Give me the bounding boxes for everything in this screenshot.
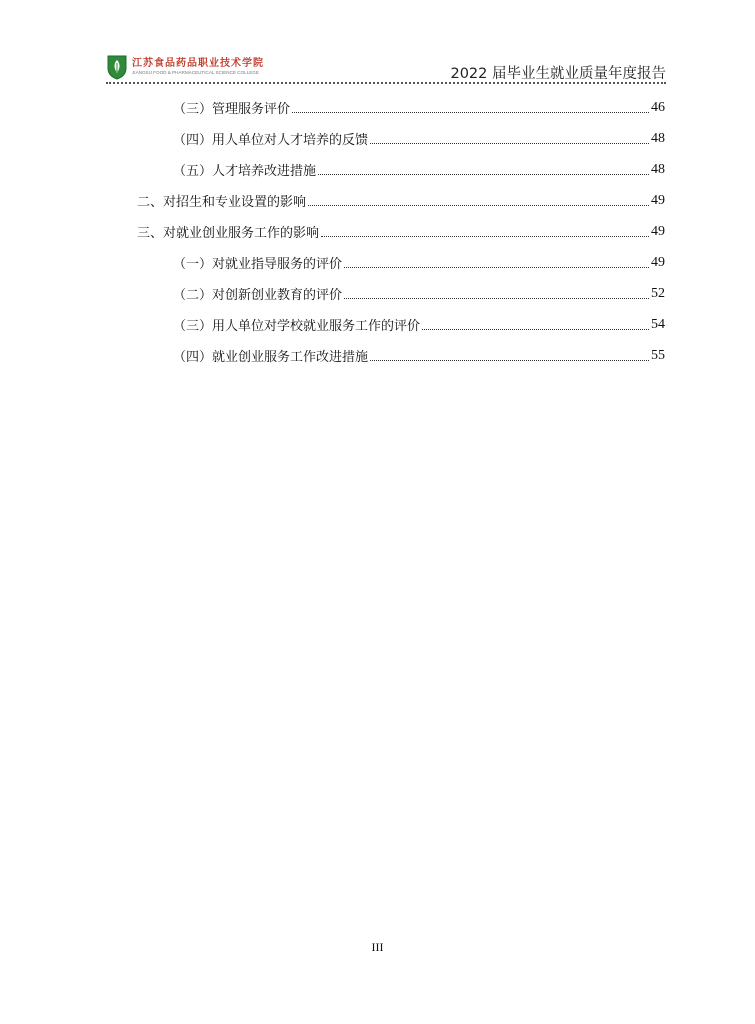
- toc-entry-page: 54: [651, 316, 665, 332]
- toc-leader-dots: [370, 359, 649, 361]
- toc-entry[interactable]: [137, 216, 665, 247]
- toc-entry[interactable]: [137, 340, 665, 371]
- toc-leader-dots: [422, 328, 649, 330]
- toc-leader-dots: [344, 297, 649, 299]
- toc-entry-page: 55: [651, 347, 665, 363]
- toc-entry-label: （一）对就业指导服务的评价: [173, 257, 343, 272]
- toc-entry-page: 49: [651, 223, 665, 239]
- toc-entry[interactable]: [137, 278, 665, 309]
- toc-entry-page: 46: [651, 99, 665, 115]
- toc-entry-label: （五）人才培养改进措施: [173, 164, 317, 179]
- toc-entry-label: 二、对招生和专业设置的影响: [137, 195, 307, 210]
- page-header: [106, 54, 666, 84]
- toc-leader-dots: [344, 266, 649, 268]
- toc-entry-page: 49: [651, 254, 665, 270]
- toc-leader-dots: [321, 235, 649, 237]
- logo-chinese-name: 江苏食品药品职业技术学院: [132, 58, 264, 69]
- toc-entry-page: 48: [651, 130, 665, 146]
- header-divider: [106, 82, 666, 84]
- toc-leader-dots: [308, 204, 649, 206]
- report-title: 2022 届毕业生就业质量年度报告: [450, 66, 666, 82]
- toc-leader-dots: [318, 173, 649, 175]
- toc-entry-label: 三、对就业创业服务工作的影响: [137, 226, 320, 241]
- page-number: III: [371, 940, 384, 954]
- toc-entry-page: 52: [651, 285, 665, 301]
- toc-entry-label: （四）用人单位对人才培养的反馈: [173, 133, 369, 148]
- toc-entry-page: 48: [651, 161, 665, 177]
- toc-entry[interactable]: [137, 92, 665, 123]
- toc-entry[interactable]: [137, 123, 665, 154]
- toc-entry[interactable]: [137, 185, 665, 216]
- toc-entry[interactable]: [137, 247, 665, 278]
- toc-entry[interactable]: [137, 309, 665, 340]
- toc-entry-label: （三）管理服务评价: [173, 102, 291, 117]
- logo-english-name: JIANGSU FOOD & PHARMACEUTICAL SCIENCE COLLEGE: [132, 70, 259, 75]
- college-logo: [106, 54, 264, 80]
- college-emblem-icon: [106, 54, 128, 80]
- toc-entry-label: （二）对创新创业教育的评价: [173, 288, 343, 303]
- toc-entry-label: （三）用人单位对学校就业服务工作的评价: [173, 319, 421, 334]
- toc-entry[interactable]: [137, 154, 665, 185]
- table-of-contents: [137, 92, 665, 371]
- toc-entry-page: 49: [651, 192, 665, 208]
- toc-leader-dots: [370, 142, 649, 144]
- toc-entry-label: （四）就业创业服务工作改进措施: [173, 350, 369, 365]
- toc-leader-dots: [292, 111, 649, 113]
